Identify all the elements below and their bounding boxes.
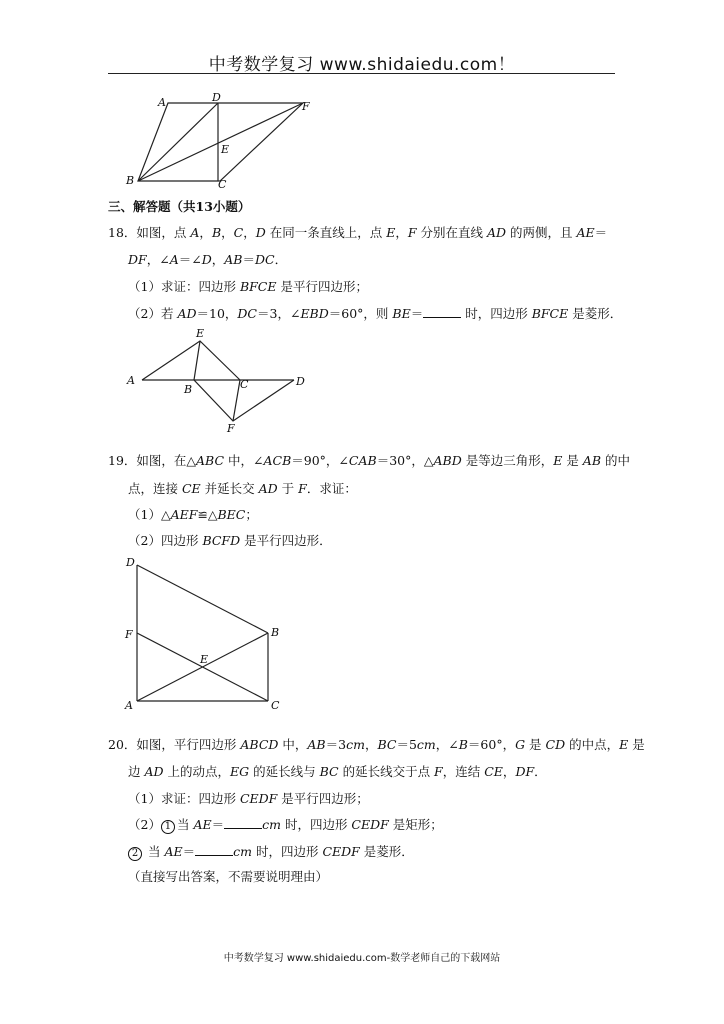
circled-number-1: 1 bbox=[161, 820, 175, 834]
q18-fig-line-cf bbox=[233, 380, 240, 421]
fig1-label-d: D bbox=[212, 91, 221, 104]
q18-fig-line-be bbox=[194, 341, 200, 380]
q20-stem-line1: 20．如图，平行四边形 ABCD 中，AB＝3cm，BC＝5cm，∠B＝60°，G 是 CD 的中点，E 是 bbox=[108, 737, 645, 752]
q20-note: （直接写出答案，不需要说明理由） bbox=[128, 869, 329, 884]
header-divider bbox=[108, 73, 615, 74]
fig1-label-f: F bbox=[302, 100, 310, 113]
q19-stem-line2: 点，连接 CE 并延长交 AD 于 F．求证： bbox=[128, 481, 357, 496]
q18-fig-label-e: E bbox=[196, 327, 205, 340]
q18-stem-line2: DF，∠A＝∠D，AB＝DC． bbox=[128, 252, 288, 267]
q19-fig-label-d: D bbox=[126, 556, 135, 569]
q19-fig-label-c: C bbox=[271, 699, 280, 712]
fig1-label-e: E bbox=[221, 143, 230, 156]
q20-part2-2: 2 当 AE＝ cm 时，四边形 CEDF 是菱形． bbox=[128, 844, 414, 861]
q19-part1: （1）△AEF≌△BEC； bbox=[128, 507, 258, 522]
q18-fig-label-d: D bbox=[296, 375, 305, 388]
q18-part2: （2）若 AD＝10，DC＝3，∠EBD＝60°，则 BE＝ 时，四边形 BFCE 是菱形． bbox=[128, 306, 623, 321]
q18-fig-label-f: F bbox=[227, 422, 235, 434]
fig1-label-a: A bbox=[158, 96, 166, 109]
page-footer: 中考数学复习 www.shidaiedu.com-数学老师自己的下载网站 bbox=[223, 953, 501, 964]
q18-fig-triangle-abe bbox=[142, 341, 240, 380]
q19-stem-line1: 19．如图，在△ABC 中，∠ACB＝90°，∠CAB＝30°，△ABD 是等边三角形，E 是 AB 的中 bbox=[108, 453, 630, 468]
q19-fig-label-e: E bbox=[200, 653, 209, 666]
q20-answer-blank-1 bbox=[224, 817, 262, 829]
page-header-title: 中考数学复习 www.shidaiedu.com！ bbox=[208, 55, 516, 75]
q18-answer-blank bbox=[423, 306, 461, 318]
figure-parallelogram-1 bbox=[118, 88, 328, 193]
fig1-label-c: C bbox=[218, 178, 227, 191]
q19-fig-label-a: A bbox=[125, 699, 133, 712]
q18-part1: （1）求证：四边形 BFCE 是平行四边形； bbox=[128, 279, 368, 294]
q18-fig-label-a: A bbox=[127, 374, 135, 387]
q19-fig-label-b: B bbox=[271, 626, 280, 639]
q18-stem-line1: 18．如图，点 A，B，C，D 在同一条直线上，点 E，F 分别在直线 AD 的两侧，且 AE＝ bbox=[108, 225, 608, 240]
q20-stem-line2: 边 AD 上的动点，EG 的延长线与 BC 的延长线交于点 F，连结 CE，DF． bbox=[128, 764, 547, 779]
fig1-label-b: B bbox=[126, 174, 135, 187]
circled-number-2: 2 bbox=[128, 847, 142, 861]
q20-part2-1: （2） 1 当 AE＝ cm 时，四边形 CEDF 是矩形； bbox=[128, 817, 443, 832]
q20-answer-blank-2 bbox=[195, 844, 233, 856]
fig1-diagonal-bf bbox=[138, 103, 303, 181]
q18-fig-label-b: B bbox=[184, 383, 193, 396]
q19-fig-label-f: F bbox=[125, 628, 133, 641]
q18-fig-label-c: C bbox=[240, 378, 249, 391]
figure-q18 bbox=[120, 326, 320, 434]
section-title: 三、解答题（共13小题） bbox=[108, 199, 251, 214]
q20-part1: （1）求证：四边形 CEDF 是平行四边形； bbox=[128, 791, 369, 806]
q19-fig-line-db bbox=[137, 565, 268, 633]
figure-q19 bbox=[120, 553, 290, 715]
q19-part2: （2）四边形 BCFD 是平行四边形． bbox=[128, 533, 332, 548]
fig1-diagonal-bd bbox=[138, 103, 218, 181]
